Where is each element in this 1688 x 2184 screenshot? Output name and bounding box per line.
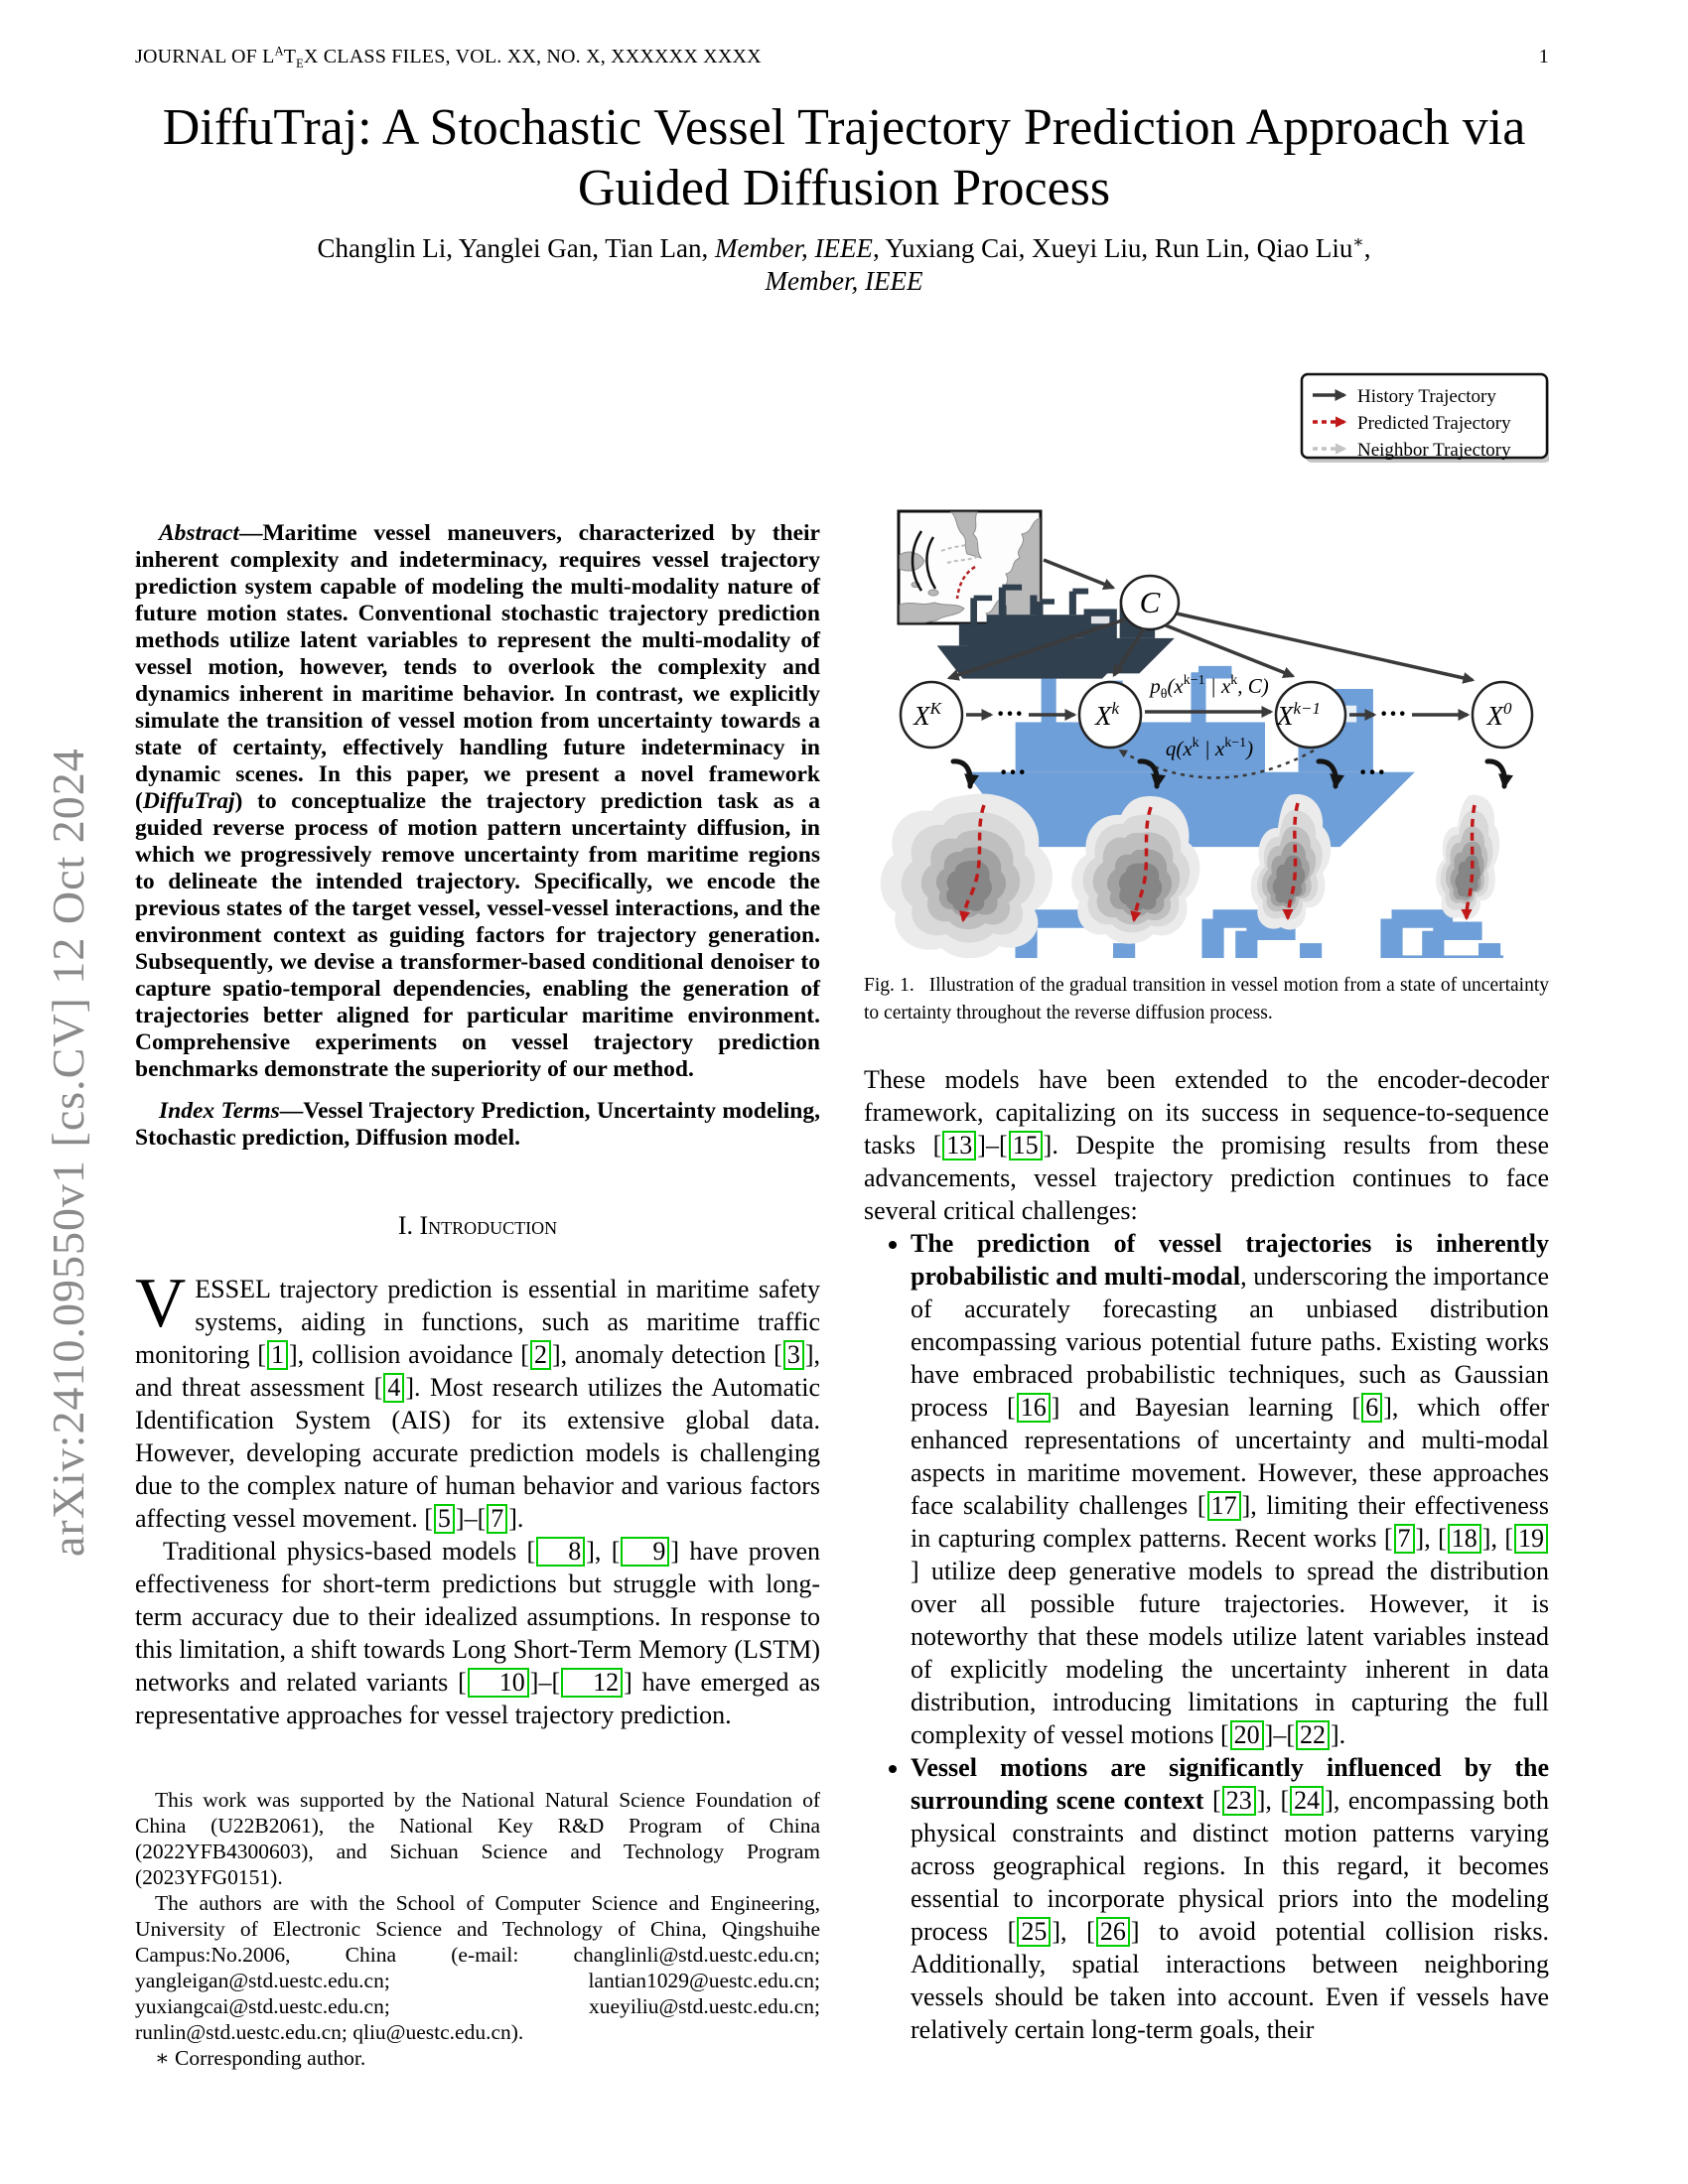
citation-link[interactable]: 17	[1207, 1491, 1241, 1521]
citation-link[interactable]: 15	[1009, 1131, 1043, 1160]
arrow-map-to-c	[1044, 560, 1113, 588]
citation-link[interactable]: 20	[1230, 1720, 1264, 1750]
citation-link[interactable]: 7	[1394, 1524, 1415, 1554]
citation-link[interactable]: 2	[530, 1340, 551, 1370]
author-line-2: Member, IEEE	[765, 266, 923, 296]
citation-link[interactable]: 3	[783, 1340, 804, 1370]
author-line-1: Changlin Li, Yanglei Gan, Tian Lan, Member, IEEE, Yuxiang Cai, Xueyi Liu, Run Lin, Qiao Liu∗,	[317, 232, 1371, 263]
author-block	[149, 232, 1539, 298]
citation-link[interactable]: 4	[383, 1373, 404, 1403]
citation-link[interactable]: 22	[1296, 1720, 1330, 1750]
figure-legend	[1302, 374, 1549, 463]
journal-name: JOURNAL OF $L^AT_EX$ CLASS FILES, VOL. XX, NO. X, XXXXXX XXXX	[135, 44, 762, 70]
footnote-funding: This work was supported by the National Natural Science Foundation of China (U22B2061), the National Key R&D Program of China (2022YFB4300603), and Sichuan Science and Technology Program (2023YFG0151).	[135, 1788, 820, 1889]
challenge-item-2: • Vessel motions are significantly influenced by the surrounding scene context [ 23 ], [ 24 ], encompassing both physical constraints and distinct motion patterns varying across geographical regions. In this regard, it becomes essential to incorporate physical priors into the modeling process [ 25 ], [ 26 ] to avoid potential collision risks. Additionally, spatial interactions between neighboring vessels should be taken into account. Even if vessels have relatively certain long-term goals, their	[911, 1751, 1549, 2046]
citation-link[interactable]: 16	[1017, 1393, 1051, 1423]
challenge-item-1: • The prediction of vessel trajectories is inherently probabilistic and multi-modal, underscoring the importance of accurately forecasting an unbiased distribution encompassing various potential future paths. Existing works have embraced probabilistic techniques, such as Gaussian process [ 16 ] and Bayesian learning [ 6 ], which offer enhanced representations of uncertainty and multi-modal aspects in maritime movement. However, these approaches face scalability challenges [ 17 ], limiting their effectiveness in capturing complex patterns. Recent works [ 7 ], [ 18 ], [ 19] utilize deep generative models to spread the distribution over all possible future trajectories. However, it is noteworthy that these models utilize latent variables instead of explicitly modeling the uncertainty inherent in data distribution, introducing limitations in capturing the full complexity of vessel motions [ 20 ]–[ 22 ].	[911, 1227, 1549, 1751]
right-column	[864, 362, 1549, 2046]
page-number: 1	[1538, 46, 1549, 68]
footnote-block	[135, 1787, 820, 2071]
citation-link[interactable]: 12	[561, 1668, 623, 1698]
figure-caption-label: Fig. 1.	[864, 975, 914, 996]
node-x0-label: $X^0$	[1486, 699, 1512, 731]
formula-reverse-process: $p_\theta(x^{k-1}$ | $x^k$, C)	[1150, 673, 1269, 702]
citation-link[interactable]: 8	[536, 1537, 585, 1567]
figure-caption	[864, 972, 1549, 1027]
citation-link[interactable]: 25	[1017, 1917, 1051, 1947]
intro-paragraph-1: VESSEL trajectory prediction is essential in maritime safety systems, aiding in functions, such as maritime traffic monitoring [ 1 ], collision avoidance [ 2 ], anomaly detection [ 3 ], and threat assessment [ 4 ]. Most research utilizes the Automatic Identification System (AIS) for its extensive global data. However, developing accurate prediction models is challenging due to the complex nature of human behavior and various factors affecting vessel movement. [ 5 ]–[ 7 ].	[135, 1265, 820, 1533]
citation-link[interactable]: 24	[1290, 1786, 1324, 1816]
chain-ellipsis-2: ···	[1378, 699, 1408, 730]
abstract: Abstract—Maritime vessel maneuvers, characterized by their inherent complexity and indeterminacy, requires vessel trajectory prediction system capable of modeling the multi-modality nature of future motion states. Conventional stochastic trajectory prediction methods utilize latent variables to represent the multi-modality of vessel motion, however, tends to overlook the complexity and dynamics inherent in maritime behavior. In contrast, we explicitly simulate the transition of vessel motion from uncertainty towards a state of certainty, effectively handling future indeterminacy in dynamic scenes. In this paper, we present a novel framework (DiffuTraj) to conceptualize the trajectory prediction task as a guided reverse process of motion pattern uncertainty diffusion, in which we progressively remove uncertainty from maritime regions to delineate the intended trajectory. Specifically, we encode the previous states of the target vessel, vessel-vessel interactions, and the environment context as guiding factors for trajectory generation. Subsequently, we devise a transformer-based conditional denoiser to capture spatio-temporal dependencies, enabling the generation of trajectories better aligned for particular maritime environment. Comprehensive experiments on vessel trajectory prediction benchmarks demonstrate the superiority of our method.	[135, 520, 820, 1082]
arxiv-watermark: arXiv:2410.09550v1 [cs.CV] 12 Oct 2024	[43, 748, 93, 1557]
node-xk-label: $X^k$	[1094, 699, 1120, 731]
index-terms: Index Terms—Vessel Trajectory Prediction, Uncertainty modeling, Stochastic prediction, Diffusion model.	[135, 1098, 821, 1151]
citation-link[interactable]: 5	[434, 1504, 455, 1534]
intro-paragraph-2: Traditional physics-based models [ 8 ], [ 9 ] have proven effectiveness for short-term predictions but struggle with long-term accuracy due to their idealized assumptions. In response to this limitation, a shift towards Long Short-Term Memory (LSTM) networks and related variants [ 10 ]–[ 12 ] have emerged as representative approaches for vessel trajectory prediction.	[135, 1537, 820, 1729]
figure-1-diagram	[864, 362, 1549, 958]
left-column	[135, 520, 820, 1731]
footnote-corresponding: ∗ Corresponding author.	[155, 2046, 366, 2070]
chain-ellipsis-1: ···	[995, 699, 1025, 730]
running-header	[135, 46, 1549, 68]
legend-history-label: History Trajectory	[1357, 386, 1496, 407]
citation-link[interactable]: 10	[468, 1668, 529, 1698]
context-node-label: C	[1139, 585, 1161, 619]
section-heading-introduction: I. Introduction	[397, 1211, 558, 1240]
right-column-body	[864, 1063, 1549, 2046]
legend-neighbor-label: Neighbor Trajectory	[1357, 440, 1511, 461]
paper-title: DiffuTraj: A Stochastic Vessel Trajectory Prediction Approach via Guided Diffusion Process	[162, 99, 1526, 216]
formula-forward-process: $q(x^k$ | $x^{k-1}$)	[1165, 736, 1254, 760]
footnote-affiliation: The authors are with the School of Computer Science and Engineering, University of Electronic Science and Technology of China, Qingshuihe Campus:No.2006, China (e-mail: changlinli@std.uestc.edu.cn; yangleigan@std.uestc.edu.cn; lantian1029@uestc.edu.cn; yuxiangcai@std.uestc.edu.cn; xueyiliu@std.uestc.edu.cn; runlin@std.uestc.edu.cn; qliu@uestc.edu.cn).	[135, 1891, 820, 2044]
citation-link[interactable]: 7	[487, 1504, 507, 1534]
vessel-ellipsis-1: ···	[998, 757, 1028, 788]
challenges-list	[864, 1227, 1549, 2046]
citation-link[interactable]: 18	[1448, 1524, 1481, 1554]
uncertainty-region-4	[1436, 795, 1499, 920]
challenges-paragraph: These models have been extended to the encoder-decoder framework, capitalizing on its success in sequence-to-sequence tasks [ 13 ]–[ 15 ]. Despite the promising results from these advancements, vessel trajectory prediction continues to face several critical challenges:	[864, 1065, 1549, 1225]
citation-link[interactable]: 6	[1361, 1393, 1382, 1423]
vessel-ellipsis-2: ···	[1357, 757, 1387, 788]
citation-link[interactable]: 23	[1222, 1786, 1256, 1816]
citation-link[interactable]: 1	[267, 1340, 288, 1370]
citation-link[interactable]: 26	[1096, 1917, 1130, 1947]
uncertainty-region-1	[881, 793, 1053, 958]
node-xK-label: $X^K$	[914, 699, 941, 731]
figure-caption-text: Illustration of the gradual transition in vessel motion from a state of uncertainty to certainty throughout the reverse diffusion process.	[864, 975, 1550, 1024]
node-xk-1-label: $X^{k-1}$	[1276, 699, 1322, 731]
citation-link[interactable]: 19	[1514, 1524, 1548, 1554]
legend-predicted-label: Predicted Trajectory	[1357, 413, 1511, 434]
citation-link[interactable]: 13	[942, 1131, 976, 1160]
citation-link[interactable]: 9	[621, 1537, 669, 1567]
